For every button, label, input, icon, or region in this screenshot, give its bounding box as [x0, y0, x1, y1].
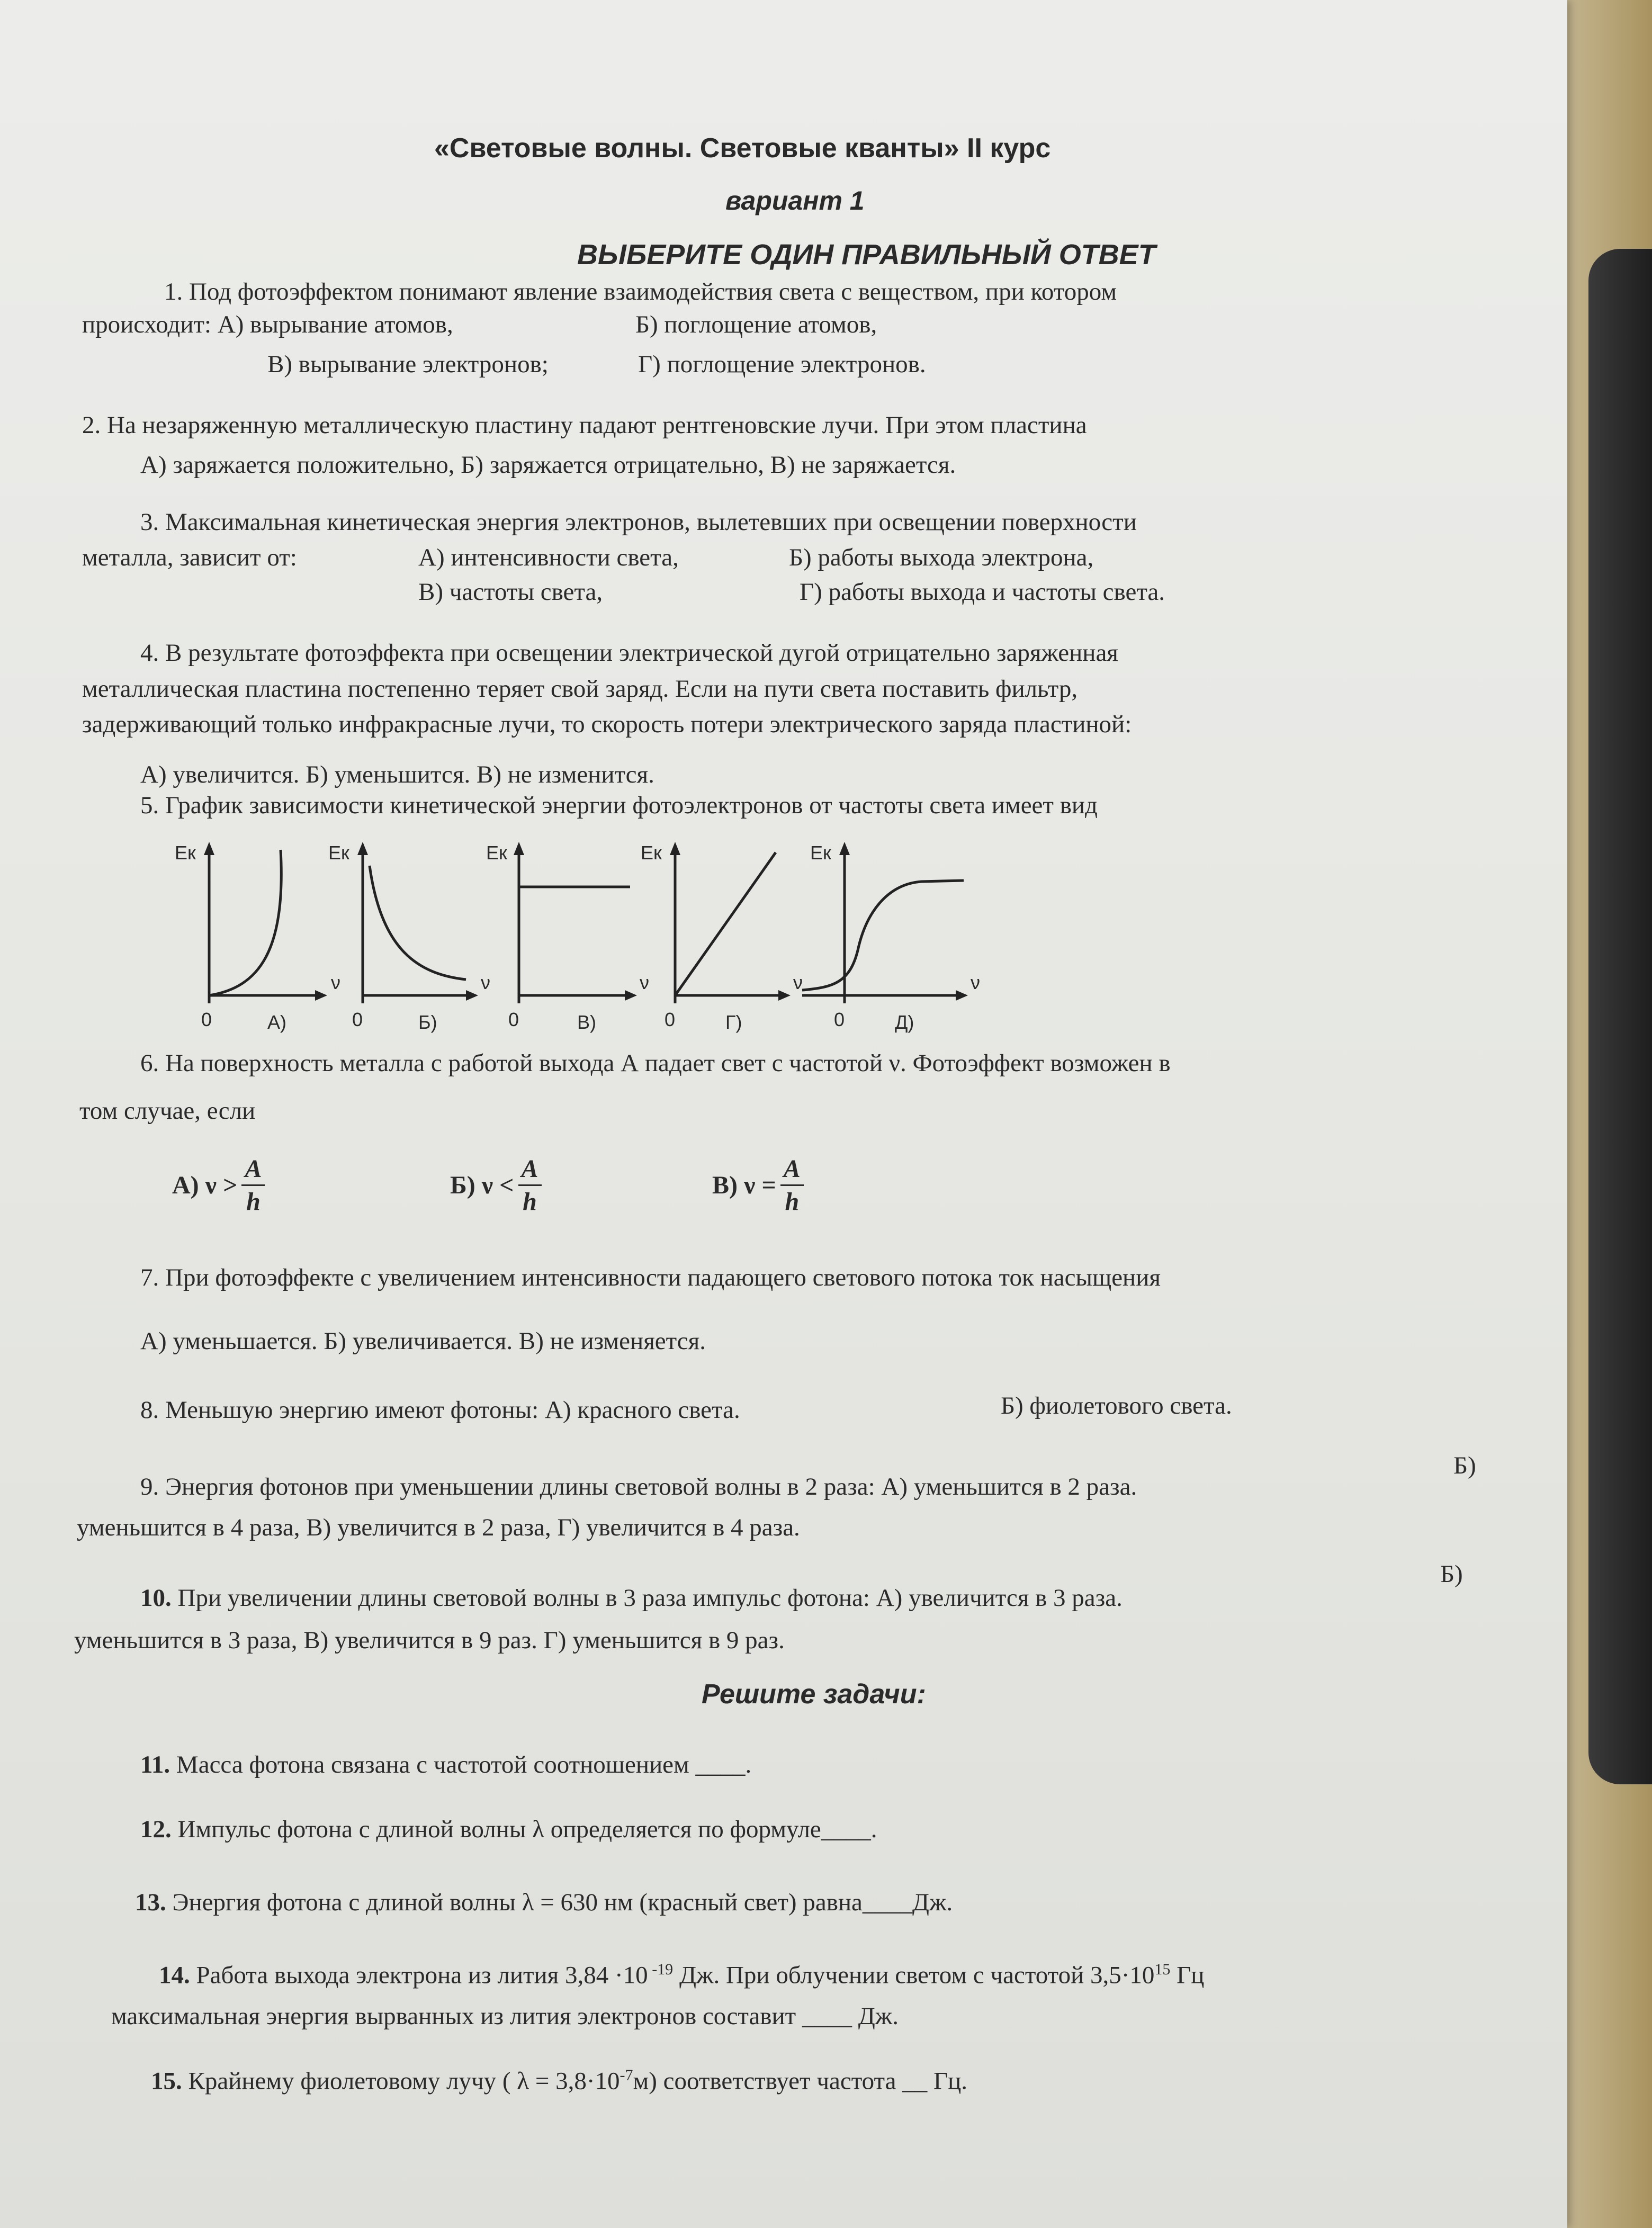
q4-line2: металлическая пластина постепенно теряет свой заряд. Если на пути света поставить фильтр, [82, 675, 1078, 703]
q13-text: Энергия фотона с длиной волны λ = 630 нм (красный свет) равна____Дж. [166, 1889, 953, 1916]
graph-a-ylabel: Eк [175, 842, 196, 864]
q8-option-b: Б) фиолетового света. [1001, 1392, 1232, 1420]
q1-line1: 1. Под фотоэффектом понимают явление взаимодействия света с веществом, при котором [164, 278, 1117, 306]
q10-number: 10. [140, 1584, 172, 1612]
graph-d-origin: 0 [665, 1009, 676, 1030]
graph-d [625, 829, 803, 1040]
q4-line1: 4. В результате фотоэффекта при освещении электрической дугой отрицательно заряженная [140, 639, 1118, 667]
q14-line1 [159, 1962, 1204, 1988]
graph-e-origin: 0 [834, 1009, 845, 1030]
q3-option-a: А) интенсивности света, [418, 544, 679, 571]
graph-c-ylabel: Eк [486, 842, 507, 864]
q6-option-c-label: В) ν = [712, 1171, 776, 1199]
q3-option-c: В) частоты света, [418, 578, 603, 606]
q3-line1: 3. Максимальная кинетическая энергия электронов, вылетевших при освещении поверхности [140, 508, 1137, 536]
graph-d-curve [675, 852, 776, 995]
graph-b-xlabel: ν [481, 972, 490, 993]
fraction-denominator: h [246, 1188, 261, 1216]
q6-option-a-fraction [241, 1154, 265, 1216]
graph-d-xlabel: ν [793, 972, 803, 993]
q11 [140, 1753, 751, 1777]
graph-a-curve [209, 850, 281, 995]
graph-e-ylabel: Eк [810, 842, 831, 864]
graph-e-curve [802, 881, 964, 990]
graph-d-ylabel: Eк [641, 842, 662, 864]
q4-line3: задерживающий только инфракрасные лучи, то скорость потери электрического заряда пластиной: [82, 711, 1132, 738]
q14-text-c: Гц [1170, 1961, 1205, 1989]
q6-option-a-label: А) ν > [172, 1171, 238, 1199]
q2-options: А) заряжается положительно, Б) заряжается отрицательно, В) не заряжается. [140, 451, 956, 479]
q1-option-b: Б) поглощение атомов, [635, 311, 877, 338]
variant-label: вариант 1 [725, 186, 865, 215]
q12-text: Импульс фотона с длиной волны λ определяется по формуле____. [171, 1816, 877, 1843]
q13 [135, 1890, 953, 1915]
q5-line1: 5. График зависимости кинетической энергии фотоэлектронов от частоты света имеет вид [140, 792, 1098, 819]
q9-line2: уменьшится в 4 раза, В) увеличится в 2 раза, Г) увеличится в 4 раза. [77, 1514, 800, 1541]
instruction-heading: ВЫБЕРИТЕ ОДИН ПРАВИЛЬНЫЙ ОТВЕТ [577, 239, 1156, 271]
q13-number: 13. [135, 1889, 166, 1916]
q6-option-b [450, 1154, 542, 1216]
q10-line2: уменьшится в 3 раза, В) увеличится в 9 раз. Г) уменьшится в 9 раз. [74, 1627, 785, 1654]
q10-line1 [140, 1586, 1123, 1611]
q14-text-b: Дж. При облучении светом с частотой 3,5·10 [673, 1961, 1155, 1989]
q4-options: А) увеличится. Б) уменьшится. В) не изменится. [140, 761, 654, 788]
page-title: «Световые волны. Световые кванты» II курс [434, 133, 1051, 164]
q2-line1: 2. На незаряженную металлическую пластину падают рентгеновские лучи. При этом пластина [82, 411, 1087, 439]
graph-a [159, 829, 340, 1040]
fraction-numerator: A [518, 1154, 542, 1186]
q12-number: 12. [140, 1816, 172, 1843]
q10-text: При увеличении длины световой волны в 3 раза импульс фотона: А) увеличится в 3 раза. [171, 1584, 1123, 1612]
q15-text-b: м) соответствует частота __ Гц. [633, 2067, 968, 2095]
graph-b-curve [370, 866, 466, 980]
fraction-numerator: A [241, 1154, 265, 1186]
q9-line1: 9. Энергия фотонов при уменьшении длины световой волны в 2 раза: А) уменьшится в 2 раза. [140, 1473, 1137, 1501]
graph-a-xlabel: ν [331, 972, 340, 993]
graph-d-label: Г) [725, 1011, 742, 1033]
graph-e [781, 829, 1003, 1040]
q12 [140, 1817, 877, 1842]
fraction-denominator: h [785, 1188, 800, 1216]
q1-option-c: В) вырывание электронов; [267, 351, 549, 378]
q6-option-c-fraction [780, 1154, 804, 1216]
graph-b-label: Б) [418, 1011, 437, 1033]
q3-option-d: Г) работы выхода и частоты света. [800, 578, 1165, 606]
q14-line2: максимальная энергия вырванных из лития электронов составит ____ Дж. [111, 2002, 899, 2030]
q11-text: Масса фотона связана с частотой соотношением ____. [170, 1751, 752, 1778]
q1-option-d: Г) поглощение электронов. [638, 351, 926, 378]
q3-stem-end: металла, зависит от: [82, 544, 297, 571]
graph-a-origin: 0 [201, 1009, 212, 1030]
q15-text-a: Крайнему фиолетовому лучу ( λ = 3,8·10 [182, 2067, 620, 2095]
q10-option-b-label: Б) [1440, 1560, 1463, 1588]
graph-b-origin: 0 [352, 1009, 363, 1030]
q14-exponent-2: 15 [1154, 1961, 1171, 1978]
q6-option-b-fraction [518, 1154, 542, 1216]
q15-exponent: -7 [620, 2067, 633, 2084]
q8-line1: 8. Меньшую энергию имеют фотоны: А) красного света. [140, 1396, 740, 1424]
q11-number: 11. [140, 1751, 170, 1778]
graph-b-ylabel: Eк [328, 842, 349, 864]
q6-option-c [712, 1154, 804, 1216]
graph-c-label: В) [577, 1011, 596, 1033]
graph-b [312, 829, 490, 1040]
q14-exponent-1: -19 [648, 1961, 674, 1978]
graph-c-origin: 0 [508, 1009, 519, 1030]
graph-c [471, 829, 649, 1040]
q6-option-a [172, 1154, 265, 1216]
q1-option-a: происходит: А) вырывание атомов, [82, 311, 453, 338]
graph-a-label: А) [267, 1011, 286, 1033]
q6-line2: том случае, если [79, 1097, 256, 1125]
q7-options: А) уменьшается. Б) увеличивается. В) не изменяется. [140, 1327, 706, 1355]
q7-line1: 7. При фотоэффекте с увеличением интенсивности падающего светового потока ток насыщения [140, 1264, 1161, 1291]
fraction-denominator: h [523, 1188, 537, 1216]
dark-object-edge [1588, 249, 1652, 1784]
q15-number: 15. [151, 2067, 182, 2095]
q14-number: 14. [159, 1961, 190, 1989]
q3-option-b: Б) работы выхода электрона, [789, 544, 1094, 571]
tasks-heading: Решите задачи: [702, 1679, 926, 1710]
q15 [151, 2068, 967, 2094]
q6-line1: 6. На поверхность металла с работой выхода А падает свет с частотой ν. Фотоэффект возможен в [140, 1049, 1171, 1077]
q14-text-a: Работа выхода электрона из лития 3,84 ·10 [190, 1961, 648, 1989]
fraction-numerator: A [780, 1154, 804, 1186]
graph-c-xlabel: ν [640, 972, 649, 993]
q6-option-b-label: Б) ν < [450, 1171, 514, 1199]
graph-e-label: Д) [895, 1011, 914, 1033]
q9-option-b-label: Б) [1453, 1452, 1476, 1479]
graph-e-xlabel: ν [971, 972, 980, 993]
